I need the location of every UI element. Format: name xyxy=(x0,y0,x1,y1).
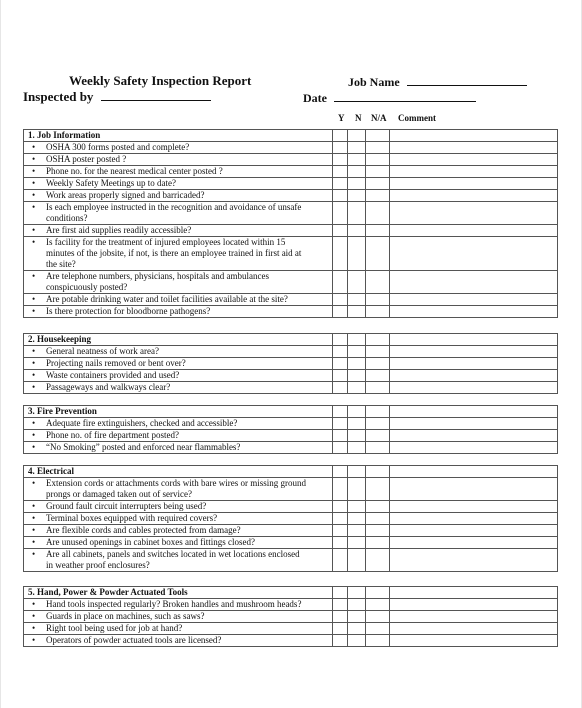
na-box[interactable] xyxy=(366,178,390,190)
checklist-item xyxy=(24,442,333,454)
na-box[interactable] xyxy=(366,635,390,647)
bullet-icon: • xyxy=(32,358,36,368)
na-box[interactable] xyxy=(366,599,390,611)
item-text-line: in weather proof enclosures? xyxy=(46,560,150,570)
yes-box[interactable] xyxy=(333,142,348,154)
item-text-line: Adequate fire extinguishers, checked and accessible? xyxy=(46,418,238,428)
header-blank-cell xyxy=(390,130,558,142)
item-text-line: Phone no. of fire department posted? xyxy=(46,430,179,440)
item-text-line: Hand tools inspected regularly? Broken handles and mushroom heads? xyxy=(46,599,302,609)
bullet-icon: • xyxy=(32,537,36,547)
checklist-row xyxy=(24,501,558,513)
section-table-housekeeping xyxy=(23,333,558,394)
item-text-line: conspicuously posted? xyxy=(46,282,128,292)
checklist-row xyxy=(24,418,558,430)
header-blank-cell xyxy=(333,587,348,599)
na-box[interactable] xyxy=(366,237,390,271)
yes-box[interactable] xyxy=(333,294,348,306)
no-box[interactable] xyxy=(348,154,366,166)
comment-box[interactable] xyxy=(390,549,558,572)
bullet-icon: • xyxy=(32,142,36,152)
na-box[interactable] xyxy=(366,513,390,525)
checklist-row xyxy=(24,430,558,442)
yes-box[interactable] xyxy=(333,525,348,537)
item-text-line: Work areas properly signed and barricaded? xyxy=(46,190,205,200)
checklist-row xyxy=(24,599,558,611)
header-blank-cell xyxy=(348,130,366,142)
yes-box[interactable] xyxy=(333,478,348,501)
comment-box[interactable] xyxy=(390,190,558,202)
bullet-icon: • xyxy=(32,237,36,247)
checklist-row xyxy=(24,166,558,178)
checklist-item xyxy=(24,202,333,225)
bullet-icon: • xyxy=(32,525,36,535)
no-box[interactable] xyxy=(348,549,366,572)
header-blank-cell xyxy=(366,406,390,418)
comment-box[interactable] xyxy=(390,370,558,382)
section-header-row xyxy=(24,466,558,478)
item-text-line: Is facility for the treatment of injured employees located within 15 xyxy=(46,237,286,247)
no-box[interactable] xyxy=(348,142,366,154)
job-name-label: Job Name xyxy=(348,75,400,89)
no-box[interactable] xyxy=(348,237,366,271)
comment-box[interactable] xyxy=(390,623,558,635)
checklist-item xyxy=(24,166,333,178)
checklist-row xyxy=(24,154,558,166)
checklist-item xyxy=(24,537,333,549)
yes-box[interactable] xyxy=(333,306,348,318)
bullet-icon: • xyxy=(32,623,36,633)
bullet-icon: • xyxy=(32,501,36,511)
col-na-header: N/A xyxy=(371,113,387,123)
comment-box[interactable] xyxy=(390,178,558,190)
bullet-icon: • xyxy=(32,154,36,164)
na-box[interactable] xyxy=(366,190,390,202)
checklist-row xyxy=(24,190,558,202)
comment-box[interactable] xyxy=(390,611,558,623)
item-text-line: Are potable drinking water and toilet facilities available at the site? xyxy=(46,294,288,304)
header-blank-cell xyxy=(348,334,366,346)
yes-box[interactable] xyxy=(333,154,348,166)
na-box[interactable] xyxy=(366,294,390,306)
checklist-row xyxy=(24,346,558,358)
item-text-line: Projecting nails removed or bent over? xyxy=(46,358,186,368)
section-header-row xyxy=(24,334,558,346)
bullet-icon: • xyxy=(32,346,36,356)
comment-box[interactable] xyxy=(390,478,558,501)
bullet-icon: • xyxy=(32,430,36,440)
header-blank-cell xyxy=(333,406,348,418)
section-title: 1. Job Information xyxy=(24,130,333,142)
section-header-row xyxy=(24,587,558,599)
yes-box[interactable] xyxy=(333,346,348,358)
comment-box[interactable] xyxy=(390,430,558,442)
checklist-row xyxy=(24,271,558,294)
job-name-field xyxy=(348,74,527,90)
header-blank-cell xyxy=(366,130,390,142)
checklist-item xyxy=(24,178,333,190)
item-text-line: the site? xyxy=(46,259,76,269)
na-box[interactable] xyxy=(366,478,390,501)
no-box[interactable] xyxy=(348,178,366,190)
header-blank-cell xyxy=(390,334,558,346)
item-text-line: Are unused openings in cabinet boxes and fittings closed? xyxy=(46,537,255,547)
bullet-icon: • xyxy=(32,418,36,428)
comment-box[interactable] xyxy=(390,154,558,166)
yes-box[interactable] xyxy=(333,430,348,442)
no-box[interactable] xyxy=(348,611,366,623)
item-text-line: conditions? xyxy=(46,213,88,223)
no-box[interactable] xyxy=(348,225,366,237)
section-title: 5. Hand, Power & Powder Actuated Tools xyxy=(24,587,333,599)
header-blank-cell xyxy=(366,587,390,599)
checklist-item xyxy=(24,382,333,394)
na-box[interactable] xyxy=(366,271,390,294)
inspected-by-label: Inspected by xyxy=(23,89,94,104)
checklist-row xyxy=(24,525,558,537)
item-text-line: Extension cords or attachments cords with bare wires or missing ground xyxy=(46,478,306,488)
no-box[interactable] xyxy=(348,525,366,537)
item-text-line: Ground fault circuit interrupters being used? xyxy=(46,501,207,511)
job-name-blank[interactable] xyxy=(407,74,527,86)
checklist-row xyxy=(24,513,558,525)
no-box[interactable] xyxy=(348,346,366,358)
yes-box[interactable] xyxy=(333,501,348,513)
na-box[interactable] xyxy=(366,166,390,178)
yes-box[interactable] xyxy=(333,623,348,635)
yes-box[interactable] xyxy=(333,202,348,225)
item-text-line: Operators of powder actuated tools are licensed? xyxy=(46,635,222,645)
na-box[interactable] xyxy=(366,142,390,154)
col-yes-header: Y xyxy=(338,113,345,123)
comment-box[interactable] xyxy=(390,225,558,237)
header-blank-cell xyxy=(366,334,390,346)
item-text-line: Waste containers provided and used? xyxy=(46,370,180,380)
checklist-item xyxy=(24,154,333,166)
item-text-line: prongs or damaged taken out of service? xyxy=(46,489,192,499)
item-text-line: Are telephone numbers, physicians, hospitals and ambulances xyxy=(46,271,269,281)
bullet-icon: • xyxy=(32,513,36,523)
bullet-icon: • xyxy=(32,599,36,609)
checklist-item xyxy=(24,142,333,154)
comment-box[interactable] xyxy=(390,382,558,394)
checklist-item xyxy=(24,190,333,202)
no-box[interactable] xyxy=(348,202,366,225)
na-box[interactable] xyxy=(366,623,390,635)
na-box[interactable] xyxy=(366,549,390,572)
bullet-icon: • xyxy=(32,549,36,559)
checklist-item xyxy=(24,501,333,513)
checklist-row xyxy=(24,142,558,154)
comment-box[interactable] xyxy=(390,635,558,647)
comment-box[interactable] xyxy=(390,442,558,454)
bullet-icon: • xyxy=(32,442,36,452)
checklist-item xyxy=(24,306,333,318)
bullet-icon: • xyxy=(32,225,36,235)
no-box[interactable] xyxy=(348,513,366,525)
col-comment-header: Comment xyxy=(398,113,436,123)
item-text-line: Is each employee instructed in the recognition and avoidance of unsafe xyxy=(46,202,302,212)
item-text-line: Passageways and walkways clear? xyxy=(46,382,171,392)
checklist-row xyxy=(24,202,558,225)
bullet-icon: • xyxy=(32,178,36,188)
comment-box[interactable] xyxy=(390,513,558,525)
item-text-line: Are flexible cords and cables protected from damage? xyxy=(46,525,241,535)
yes-box[interactable] xyxy=(333,549,348,572)
checklist-item xyxy=(24,623,333,635)
checklist-item xyxy=(24,525,333,537)
checklist-row xyxy=(24,442,558,454)
yes-box[interactable] xyxy=(333,599,348,611)
yes-box[interactable] xyxy=(333,442,348,454)
item-text-line: Phone no. for the nearest medical center posted ? xyxy=(46,166,223,176)
item-text-line: “No Smoking” posted and enforced near flammables? xyxy=(46,442,241,452)
item-text-line: Guards in place on machines, such as saws? xyxy=(46,611,205,621)
comment-box[interactable] xyxy=(390,537,558,549)
yes-box[interactable] xyxy=(333,513,348,525)
yes-box[interactable] xyxy=(333,418,348,430)
comment-box[interactable] xyxy=(390,166,558,178)
checklist-item xyxy=(24,370,333,382)
bullet-icon: • xyxy=(32,382,36,392)
comment-box[interactable] xyxy=(390,501,558,513)
na-box[interactable] xyxy=(366,418,390,430)
header-blank-cell xyxy=(333,334,348,346)
section-title: 4. Electrical xyxy=(24,466,333,478)
inspected-by-blank[interactable] xyxy=(101,89,211,101)
checklist-item xyxy=(24,478,333,501)
bullet-icon: • xyxy=(32,635,36,645)
no-box[interactable] xyxy=(348,166,366,178)
checklist-row xyxy=(24,537,558,549)
item-text-line: Weekly Safety Meetings up to date? xyxy=(46,178,176,188)
section-title: 3. Fire Prevention xyxy=(24,406,333,418)
yes-box[interactable] xyxy=(333,178,348,190)
comment-box[interactable] xyxy=(390,237,558,271)
bullet-icon: • xyxy=(32,306,36,316)
no-box[interactable] xyxy=(348,501,366,513)
item-text-line: General neatness of work area? xyxy=(46,346,159,356)
yes-box[interactable] xyxy=(333,382,348,394)
na-box[interactable] xyxy=(366,154,390,166)
na-box[interactable] xyxy=(366,611,390,623)
date-field xyxy=(303,90,476,106)
yes-box[interactable] xyxy=(333,166,348,178)
no-box[interactable] xyxy=(348,623,366,635)
item-text-line: Is there protection for bloodborne pathogens? xyxy=(46,306,211,316)
yes-box[interactable] xyxy=(333,271,348,294)
na-box[interactable] xyxy=(366,225,390,237)
checklist-item xyxy=(24,513,333,525)
header-blank-cell xyxy=(366,466,390,478)
comment-box[interactable] xyxy=(390,202,558,225)
section-title: 2. Housekeeping xyxy=(24,334,333,346)
checklist-item xyxy=(24,237,333,271)
comment-box[interactable] xyxy=(390,271,558,294)
na-box[interactable] xyxy=(366,306,390,318)
bullet-icon: • xyxy=(32,478,36,488)
item-text-line: OSHA poster posted ? xyxy=(46,154,127,164)
na-box[interactable] xyxy=(366,430,390,442)
checklist-item xyxy=(24,611,333,623)
no-box[interactable] xyxy=(348,442,366,454)
no-box[interactable] xyxy=(348,599,366,611)
yes-box[interactable] xyxy=(333,537,348,549)
comment-box[interactable] xyxy=(390,599,558,611)
yes-box[interactable] xyxy=(333,225,348,237)
item-text-line: minutes of the jobsite, if not, is there an employee trained in first aid at xyxy=(46,248,302,258)
bullet-icon: • xyxy=(32,294,36,304)
checklist-row xyxy=(24,478,558,501)
bullet-icon: • xyxy=(32,370,36,380)
yes-box[interactable] xyxy=(333,358,348,370)
comment-box[interactable] xyxy=(390,142,558,154)
no-box[interactable] xyxy=(348,358,366,370)
header-blank-cell xyxy=(348,587,366,599)
checklist-item xyxy=(24,549,333,572)
checklist-row xyxy=(24,178,558,190)
item-text-line: OSHA 300 forms posted and complete? xyxy=(46,142,190,152)
section-table-electrical xyxy=(23,465,558,572)
header-blank-cell xyxy=(390,466,558,478)
checklist-item xyxy=(24,346,333,358)
no-box[interactable] xyxy=(348,478,366,501)
no-box[interactable] xyxy=(348,294,366,306)
checklist-row xyxy=(24,294,558,306)
checklist-row xyxy=(24,358,558,370)
no-box[interactable] xyxy=(348,418,366,430)
section-header-row xyxy=(24,406,558,418)
header-blank-cell xyxy=(348,466,366,478)
checklist-item xyxy=(24,294,333,306)
comment-box[interactable] xyxy=(390,346,558,358)
yes-box[interactable] xyxy=(333,237,348,271)
item-text-line: Are first aid supplies readily accessible? xyxy=(46,225,192,235)
yes-box[interactable] xyxy=(333,370,348,382)
na-box[interactable] xyxy=(366,442,390,454)
item-text-line: Right tool being used for job at hand? xyxy=(46,623,183,633)
col-no-header: N xyxy=(355,113,362,123)
no-box[interactable] xyxy=(348,306,366,318)
no-box[interactable] xyxy=(348,190,366,202)
no-box[interactable] xyxy=(348,635,366,647)
comment-box[interactable] xyxy=(390,525,558,537)
item-text-line: Are all cabinets, panels and switches located in wet locations enclosed xyxy=(46,549,300,559)
checklist-row xyxy=(24,370,558,382)
section-table-job-information xyxy=(23,129,558,318)
header-blank-cell xyxy=(348,406,366,418)
comment-box[interactable] xyxy=(390,294,558,306)
comment-box[interactable] xyxy=(390,418,558,430)
checklist-row xyxy=(24,549,558,572)
no-box[interactable] xyxy=(348,271,366,294)
header-blank-cell xyxy=(390,587,558,599)
checklist-item xyxy=(24,358,333,370)
na-box[interactable] xyxy=(366,525,390,537)
checklist-row xyxy=(24,306,558,318)
na-box[interactable] xyxy=(366,346,390,358)
checklist-item xyxy=(24,599,333,611)
no-box[interactable] xyxy=(348,382,366,394)
checklist-item xyxy=(24,225,333,237)
comment-box[interactable] xyxy=(390,358,558,370)
section-header-row xyxy=(24,130,558,142)
bullet-icon: • xyxy=(32,190,36,200)
checklist-item xyxy=(24,635,333,647)
no-box[interactable] xyxy=(348,430,366,442)
comment-box[interactable] xyxy=(390,306,558,318)
inspected-by-field xyxy=(23,89,211,105)
checklist-row xyxy=(24,382,558,394)
checklist-row xyxy=(24,623,558,635)
no-box[interactable] xyxy=(348,370,366,382)
na-box[interactable] xyxy=(366,382,390,394)
checklist-item xyxy=(24,430,333,442)
yes-box[interactable] xyxy=(333,611,348,623)
na-box[interactable] xyxy=(366,370,390,382)
checklist-item xyxy=(24,418,333,430)
na-box[interactable] xyxy=(366,202,390,225)
bullet-icon: • xyxy=(32,271,36,281)
item-text-line: Terminal boxes equipped with required covers? xyxy=(46,513,218,523)
checklist-row xyxy=(24,635,558,647)
section-table-hand-power-tools xyxy=(23,586,558,647)
na-box[interactable] xyxy=(366,358,390,370)
yes-box[interactable] xyxy=(333,190,348,202)
report-title: Weekly Safety Inspection Report xyxy=(69,73,252,88)
checklist-row xyxy=(24,225,558,237)
bullet-icon: • xyxy=(32,202,36,212)
header-blank-cell xyxy=(333,466,348,478)
no-box[interactable] xyxy=(348,537,366,549)
na-box[interactable] xyxy=(366,537,390,549)
date-label: Date xyxy=(303,91,327,105)
section-table-fire-prevention xyxy=(23,405,558,454)
bullet-icon: • xyxy=(32,166,36,176)
header-blank-cell xyxy=(390,406,558,418)
checklist-row xyxy=(24,237,558,271)
checklist-item xyxy=(24,271,333,294)
bullet-icon: • xyxy=(32,611,36,621)
header-blank-cell xyxy=(333,130,348,142)
yes-box[interactable] xyxy=(333,635,348,647)
na-box[interactable] xyxy=(366,501,390,513)
checklist-row xyxy=(24,611,558,623)
date-blank[interactable] xyxy=(334,90,476,102)
